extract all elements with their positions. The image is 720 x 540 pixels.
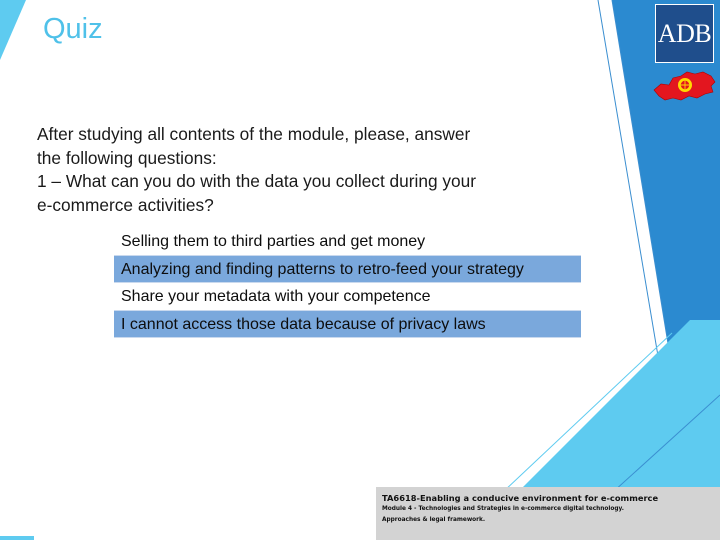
question-line: the following questions:	[37, 147, 217, 168]
adb-logo-text: ADB	[657, 18, 712, 48]
question-line: 1 – What can you do with the data you collect during your	[37, 171, 477, 191]
answer-option-1[interactable]: Selling them to third parties and get money	[114, 228, 581, 256]
answer-option-4[interactable]: I cannot access those data because of privacy laws	[114, 311, 581, 339]
answer-options-table	[114, 227, 581, 338]
footer-title: TA6618-Enabling a conducive environment for e-commerce	[382, 493, 659, 503]
footer-line: Approaches & legal framework.	[382, 517, 486, 523]
question-text	[37, 123, 557, 217]
question-line: After studying all contents of the module, please, answer	[37, 124, 471, 144]
adb-logo	[655, 4, 714, 63]
bottom-left-accent	[0, 536, 34, 540]
left-accent-triangle	[0, 0, 26, 60]
question-line: e-commerce activities?	[37, 194, 214, 215]
answer-option-3[interactable]: Share your metadata with your competence	[114, 283, 581, 311]
answer-option-2[interactable]: Analyzing and finding patterns to retro-feed your strategy	[114, 256, 581, 284]
footer-line: Module 4 - Technologies and Strategies in e-commerce digital technology.	[382, 506, 624, 512]
footer-info-box	[376, 487, 720, 540]
kyrgyzstan-map-flag-icon	[651, 68, 717, 104]
slide-title: Quiz	[43, 13, 103, 45]
